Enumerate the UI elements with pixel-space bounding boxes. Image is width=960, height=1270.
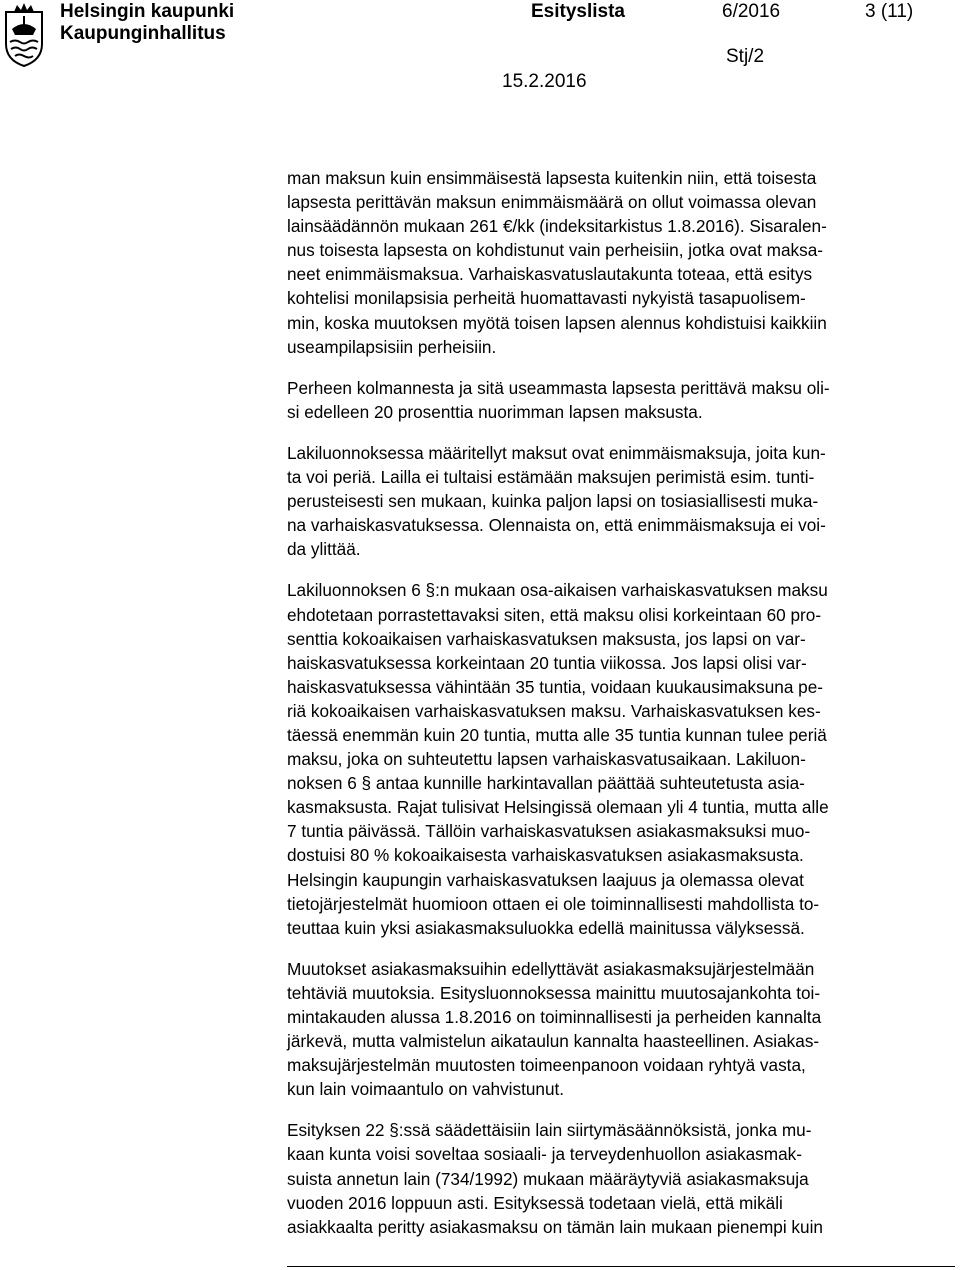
organization-name: Helsingin kaupunki bbox=[60, 1, 235, 22]
paragraph-5 bbox=[287, 957, 947, 1102]
text-line: kun lain voimaantulo on vahvistunut. bbox=[287, 1079, 565, 1100]
text-line: maksujärjestelmän muutosten toimeenpanoon voidaan ryhtyä vasta, bbox=[287, 1055, 806, 1076]
text-line: haiskasvatuksessa korkeintaan 20 tuntia viikossa. Jos lapsi olisi var- bbox=[287, 652, 807, 673]
text-line: tehtäviä muutoksia. Esitysluonnoksessa mainittu muutosajankohta toi- bbox=[287, 982, 821, 1003]
item-code: Stj/2 bbox=[726, 46, 765, 67]
text-line: haiskasvatuksessa vähintään 35 tuntia, voidaan kuukausimaksuna pe- bbox=[287, 676, 824, 697]
text-line: senttia kokoaikaisen varhaiskasvatuksen maksusta, jos lapsi on var- bbox=[287, 628, 806, 649]
text-line: Lakiluonnoksessa määritellyt maksut ovat enimmäismaksuja, joita kun- bbox=[287, 442, 826, 463]
text-line: useampilapsisiin perheisiin. bbox=[287, 336, 497, 357]
text-line: neet enimmäismaksua. Varhaiskasvatuslautakunta toteaa, että esitys bbox=[287, 264, 813, 285]
text-line: Lakiluonnoksen 6 §:n mukaan osa-aikaisen varhaiskasvatuksen maksu bbox=[287, 580, 828, 601]
text-line: ehdotetaan porrastettavaksi siten, että maksu olisi korkeintaan 60 pro- bbox=[287, 604, 822, 625]
text-line: ta voi periä. Lailla ei tultaisi estämään maksujen perimistä esim. tunti- bbox=[287, 467, 815, 488]
paragraph-2 bbox=[287, 376, 947, 424]
unit-name: Kaupunginhallitus bbox=[60, 23, 226, 44]
text-line: Helsingin kaupungin varhaiskasvatuksen laajuus ja olemassa olevat bbox=[287, 869, 804, 890]
text-line: perusteisesti sen mukaan, kuinka paljon lapsi on tosiasiallisesti muka- bbox=[287, 491, 819, 512]
helsinki-crest-icon bbox=[3, 2, 45, 68]
text-line: lainsäädännön mukaan 261 €/kk (indeksitarkistus 1.8.2016). Sisaralen- bbox=[287, 216, 827, 237]
document-body bbox=[287, 166, 947, 1239]
text-line: täessä enemmän kuin 20 tuntia, mutta alle 35 tuntia kunnan tulee periä bbox=[287, 724, 827, 745]
text-line: Muutokset asiakasmaksuihin edellyttävät asiakasmaksujärjestelmään bbox=[287, 958, 815, 979]
page-number: 3 (11) bbox=[865, 1, 914, 22]
paragraph-6 bbox=[287, 1118, 947, 1238]
text-line: 7 tuntia päivässä. Tällöin varhaiskasvatuksen asiakasmaksuksi muo- bbox=[287, 821, 811, 842]
text-line: kohtelisi monilapsisia perheitä huomattavasti nykyistä tasapuolisem- bbox=[287, 288, 806, 309]
text-line: nus toisesta lapsesta on kohdistunut vain perheisiin, jotka ovat maksa- bbox=[287, 240, 823, 261]
paragraph-3 bbox=[287, 441, 947, 561]
document-type: Esityslista bbox=[531, 1, 625, 22]
text-line: teuttaa kuin yksi asiakasmaksuluokka edellä mainitussa välyksessä. bbox=[287, 917, 805, 938]
text-line: suista annetun lain (734/1992) mukaan määräytyviä asiakasmaksuja bbox=[287, 1168, 809, 1189]
text-line: järkevä, mutta valmistelun aikataulun kannalta haasteellinen. Asiakas- bbox=[287, 1031, 820, 1052]
text-line: maksu, joka on suhteutettu lapsen varhaiskasvatusaikaan. Lakiluon- bbox=[287, 749, 806, 770]
text-line: dostuisi 80 % kokoaikaisesta varhaiskasvatuksen asiakasmaksusta. bbox=[287, 845, 804, 866]
text-line: kasmaksusta. Rajat tulisivat Helsingissä olemaan yli 4 tuntia, mutta alle bbox=[287, 797, 829, 818]
text-line: na varhaiskasvatuksessa. Olennaista on, että enimmäismaksuja ei voi- bbox=[287, 515, 826, 536]
text-line: riä kokoaikaisen varhaiskasvatuksen maksu. Varhaiskasvatuksen kes- bbox=[287, 700, 821, 721]
text-line: asiakkaalta peritty asiakasmaksu on tämän lain mukaan pienempi kuin bbox=[287, 1216, 823, 1237]
text-line: Esityksen 22 §:ssä säädettäisiin lain siirtymäsäännöksistä, jonka mu- bbox=[287, 1120, 812, 1141]
text-line: tietojärjestelmät huomioon ottaen ei ole toiminnallisesti mahdollista to- bbox=[287, 893, 820, 914]
text-line: noksen 6 § antaa kunnille harkintavallan päättää suhteutetusta asia- bbox=[287, 773, 805, 794]
text-line: si edelleen 20 prosenttia nuorimman lapsen maksusta. bbox=[287, 401, 703, 422]
text-line: da ylittää. bbox=[287, 539, 361, 560]
text-line: Perheen kolmannesta ja sitä useammasta lapsesta perittävä maksu oli- bbox=[287, 377, 830, 398]
text-line: kaan kunta voisi soveltaa sosiaali- ja terveydenhuollon asiakasmak- bbox=[287, 1144, 802, 1165]
text-line: vuoden 2016 loppuun asti. Esityksessä todetaan vielä, että mikäli bbox=[287, 1192, 783, 1213]
paragraph-4 bbox=[287, 578, 947, 939]
footer-divider bbox=[287, 1266, 955, 1267]
text-line: mintakauden alussa 1.8.2016 on toiminnallisesti ja perheiden kannalta bbox=[287, 1007, 822, 1027]
meeting-number: 6/2016 bbox=[722, 1, 781, 22]
text-line: man maksun kuin ensimmäisestä lapsesta kuitenkin niin, että toisesta bbox=[287, 168, 817, 188]
text-line: lapsesta perittävän maksun enimmäismäärä on ollut voimassa olevan bbox=[287, 192, 817, 213]
meeting-date: 15.2.2016 bbox=[502, 71, 587, 92]
text-line: min, koska muutoksen myötä toisen lapsen alennus kohdistuisi kaikkiin bbox=[287, 312, 827, 333]
paragraph-1 bbox=[287, 166, 947, 359]
